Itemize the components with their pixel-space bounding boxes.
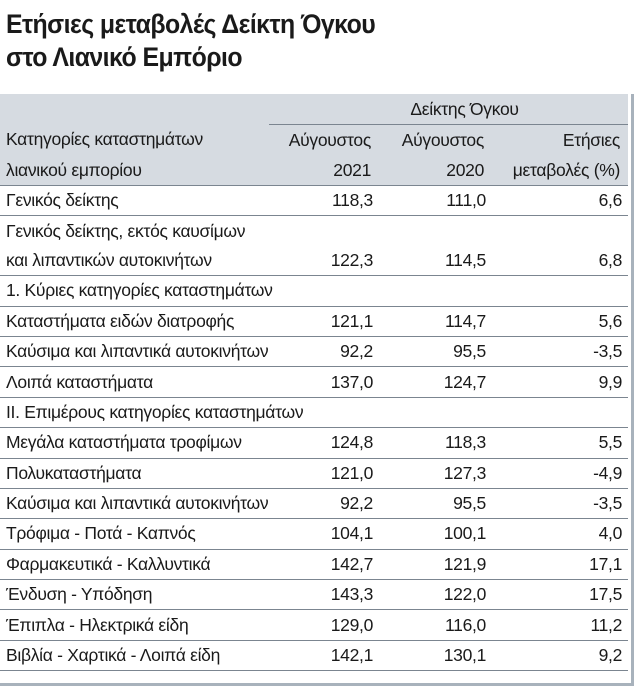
- row-label: II. Επιμέρους κατηγορίες καταστημάτων: [0, 397, 269, 427]
- row-label: Καύσιμα και λιπαντικά αυτοκινήτων: [0, 336, 269, 366]
- table-body: [0, 186, 628, 671]
- row-value-2021: 137,0: [269, 367, 379, 397]
- row-change: 9,2: [492, 640, 628, 670]
- row-value-2020: 114,5: [379, 246, 492, 276]
- row-value-2020: 95,5: [379, 336, 492, 366]
- title-line-2: στο Λιανικό Εμπόριο: [6, 42, 243, 72]
- row-value-2020: [379, 276, 492, 306]
- header-col3-line1: Αύγουστος: [379, 125, 492, 156]
- row-value-2020: 114,7: [379, 306, 492, 336]
- title-line-1: Ετήσιες μεταβολές Δείκτη Όγκου: [6, 9, 376, 39]
- row-value-2020: 124,7: [379, 367, 492, 397]
- row-value-2021: [269, 276, 379, 306]
- data-table: [0, 94, 628, 671]
- header-col3-line2: 2020: [379, 155, 492, 186]
- row-value-2021: 142,7: [269, 549, 379, 579]
- row-change: 6,6: [492, 186, 628, 216]
- row-label: Καύσιμα και λιπαντικά αυτοκινήτων: [0, 488, 269, 518]
- table-row: [0, 306, 628, 336]
- table-row: [0, 610, 628, 640]
- row-value-2021: 122,3: [269, 246, 379, 276]
- row-label: Βιβλία - Χαρτικά - Λοιπά είδη: [0, 640, 269, 670]
- row-label: Ένδυση - Υπόδηση: [0, 580, 269, 610]
- table-row: [0, 216, 628, 246]
- row-change: 17,1: [492, 549, 628, 579]
- row-value-2021: 92,2: [269, 336, 379, 366]
- table-row: [0, 246, 628, 276]
- row-value-2021: 143,3: [269, 580, 379, 610]
- header-col2-line2: 2021: [269, 155, 379, 186]
- table-row: [0, 580, 628, 610]
- table-row: [0, 640, 628, 670]
- row-value-2020: 95,5: [379, 488, 492, 518]
- header-col4-line2: μεταβολές (%): [492, 155, 628, 186]
- row-value-2020: 100,1: [379, 519, 492, 549]
- row-label: Λοιπά καταστήματα: [0, 367, 269, 397]
- header-col1-line2: λιανικού εμπορίου: [0, 155, 269, 186]
- header-col1-line1: Κατηγορίες καταστημάτων: [0, 125, 269, 156]
- row-label: Πολυκαταστήματα: [0, 458, 269, 488]
- table-row: [0, 276, 628, 306]
- row-value-2021: 124,8: [269, 428, 379, 458]
- row-value-2020: 111,0: [379, 186, 492, 216]
- row-value-2020: 127,3: [379, 458, 492, 488]
- row-value-2020: 130,1: [379, 640, 492, 670]
- row-value-2020: 122,0: [379, 580, 492, 610]
- table-row: [0, 428, 628, 458]
- row-change: [492, 216, 628, 246]
- row-value-2020: [379, 397, 492, 427]
- row-change: [492, 276, 628, 306]
- row-change: 4,0: [492, 519, 628, 549]
- row-value-2021: 121,1: [269, 306, 379, 336]
- row-value-2021: 129,0: [269, 610, 379, 640]
- row-value-2021: 121,0: [269, 458, 379, 488]
- table-row: [0, 488, 628, 518]
- row-label: Έπιπλα - Ηλεκτρικά είδη: [0, 610, 269, 640]
- row-label: και λιπαντικών αυτοκινήτων: [0, 246, 269, 276]
- header-group-label: Δείκτης Όγκου: [269, 94, 628, 125]
- row-change: 11,2: [492, 610, 628, 640]
- row-change: 17,5: [492, 580, 628, 610]
- retail-volume-table: [0, 94, 634, 686]
- table-row: [0, 458, 628, 488]
- row-value-2021: 104,1: [269, 519, 379, 549]
- table-row: [0, 519, 628, 549]
- row-value-2021: [269, 216, 379, 246]
- row-value-2021: 142,1: [269, 640, 379, 670]
- table-row: [0, 186, 628, 216]
- row-change: -4,9: [492, 458, 628, 488]
- table-row: [0, 367, 628, 397]
- header-col2-line1: Αύγουστος: [269, 125, 379, 156]
- row-change: 5,6: [492, 306, 628, 336]
- row-label: Μεγάλα καταστήματα τροφίμων: [0, 428, 269, 458]
- row-value-2020: 121,9: [379, 549, 492, 579]
- row-change: 5,5: [492, 428, 628, 458]
- row-value-2021: 118,3: [269, 186, 379, 216]
- row-label: Γενικός δείκτης, εκτός καυσίμων: [6, 220, 246, 241]
- table-header: [0, 94, 628, 186]
- table-row: [0, 549, 628, 579]
- row-label: 1. Κύριες κατηγορίες καταστημάτων: [0, 276, 269, 306]
- row-value-2020: 118,3: [379, 428, 492, 458]
- row-change: 9,9: [492, 367, 628, 397]
- page-title: [6, 8, 576, 74]
- row-label: Γενικός δείκτης: [0, 186, 269, 216]
- row-value-2021: 92,2: [269, 488, 379, 518]
- row-label: Τρόφιμα - Ποτά - Καπνός: [0, 519, 269, 549]
- row-value-2020: [379, 216, 492, 246]
- row-change: 6,8: [492, 246, 628, 276]
- row-label: Καταστήματα ειδών διατροφής: [0, 306, 269, 336]
- table-row: [0, 336, 628, 366]
- row-value-2020: 116,0: [379, 610, 492, 640]
- table-row: [0, 397, 628, 427]
- row-change: -3,5: [492, 488, 628, 518]
- row-change: [492, 397, 628, 427]
- header-blank: [0, 94, 269, 125]
- row-change: -3,5: [492, 336, 628, 366]
- row-label: Φαρμακευτικά - Καλλυντικά: [0, 549, 269, 579]
- header-col4-line1: Ετήσιες: [492, 125, 628, 156]
